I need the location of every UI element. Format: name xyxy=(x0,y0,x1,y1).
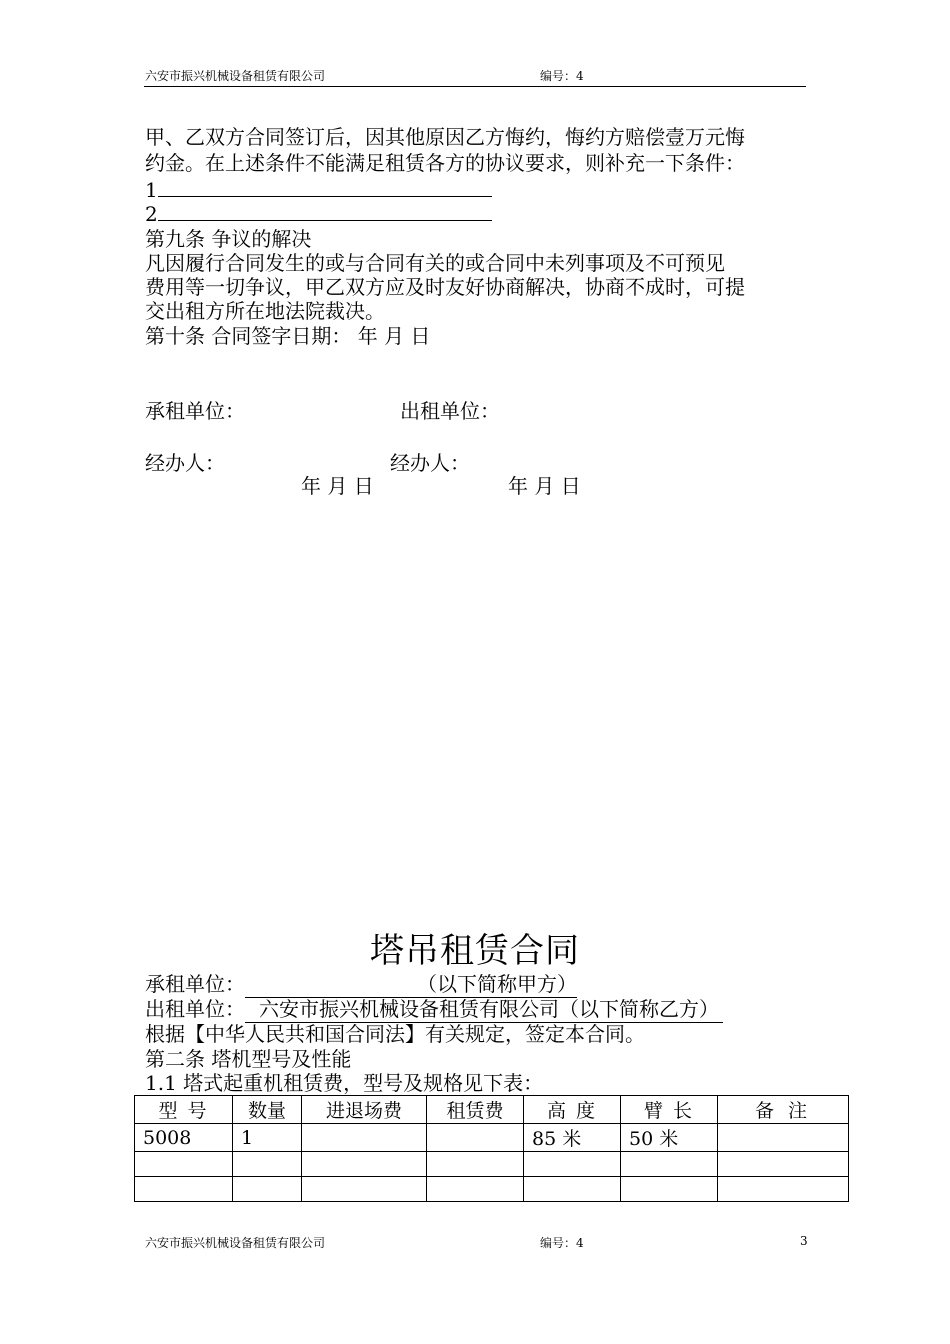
lessee-underline xyxy=(245,971,577,998)
table-cell: 50 米 xyxy=(621,1124,718,1152)
handler-label-2: 经办人： xyxy=(390,451,470,475)
footer-number: 编号：4 xyxy=(540,1236,584,1250)
column-header: 备 注 xyxy=(718,1096,849,1124)
article-10: 第十条 合同签字日期： 年 月 日 xyxy=(145,324,431,348)
lessor-value: 六安市振兴机械设备租赁有限公司（以下简称乙方） xyxy=(245,996,723,1023)
date-line-1: 年 月 日 xyxy=(301,474,374,498)
page-number: 3 xyxy=(800,1234,808,1248)
paragraph-line: 交出租方所在地法院裁决。 xyxy=(145,299,385,323)
blank-underline xyxy=(158,200,492,221)
article-2-title: 第二条 塔机型号及性能 xyxy=(145,1047,352,1071)
column-header: 租赁费 xyxy=(427,1096,524,1124)
table-cell xyxy=(427,1124,524,1152)
header-company: 六安市振兴机械设备租赁有限公司 xyxy=(145,69,326,83)
lessee-label: 承租单位： xyxy=(145,972,245,996)
table-cell xyxy=(427,1177,524,1202)
table-cell xyxy=(718,1124,849,1152)
column-header: 进退场费 xyxy=(302,1096,427,1124)
lessee-signature-label: 承租单位： xyxy=(145,399,245,423)
table-row xyxy=(135,1124,849,1152)
table-cell xyxy=(135,1177,233,1202)
table-cell xyxy=(302,1124,427,1152)
paragraph-line: 甲、乙双方合同签订后，因其他原因乙方悔约，悔约方赔偿壹万元悔 xyxy=(145,125,745,149)
table-cell: 85 米 xyxy=(524,1124,621,1152)
contract-lessee-line xyxy=(145,971,577,998)
table-cell: 5008 xyxy=(135,1124,233,1152)
contract-basis: 根据【中华人民共和国合同法】有关规定，签定本合同。 xyxy=(145,1022,645,1046)
table-cell xyxy=(718,1177,849,1202)
column-header: 臂 长 xyxy=(621,1096,718,1124)
blank-number: 1 xyxy=(145,178,158,202)
paragraph-line: 凡因履行合同发生的或与合同有关的或合同中未列事项及不可预见 xyxy=(145,251,725,275)
column-header: 型 号 xyxy=(135,1096,233,1124)
rental-table xyxy=(134,1095,849,1202)
table-cell xyxy=(135,1152,233,1177)
blank-condition-1 xyxy=(145,176,492,203)
table-cell: 1 xyxy=(233,1124,302,1152)
table-cell xyxy=(718,1152,849,1177)
footer-company: 六安市振兴机械设备租赁有限公司 xyxy=(145,1236,326,1250)
lessor-signature-label: 出租单位： xyxy=(400,399,500,423)
paragraph-line: 约金。在上述条件不能满足租赁各方的协议要求，则补充一下条件： xyxy=(145,151,745,175)
table-cell xyxy=(302,1177,427,1202)
header-rule xyxy=(144,86,806,87)
table-cell xyxy=(621,1152,718,1177)
table-cell xyxy=(233,1152,302,1177)
blank-number: 2 xyxy=(145,202,158,226)
table-cell xyxy=(233,1177,302,1202)
blank-underline xyxy=(158,176,492,197)
column-header: 数量 xyxy=(233,1096,302,1124)
header-number: 编号：4 xyxy=(540,69,584,83)
column-header: 高 度 xyxy=(524,1096,621,1124)
table-row xyxy=(135,1177,849,1202)
table-cell xyxy=(524,1152,621,1177)
table-cell xyxy=(302,1152,427,1177)
article-2-1: 1.1 塔式起重机租赁费，型号及规格见下表： xyxy=(145,1071,544,1095)
lessee-suffix: （以下简称甲方） xyxy=(417,972,577,996)
table-cell xyxy=(427,1152,524,1177)
lessor-label: 出租单位： xyxy=(145,997,245,1021)
contract-lessor-line xyxy=(145,996,723,1023)
contract-title: 塔吊租赁合同 xyxy=(370,931,580,971)
handler-label-1: 经办人： xyxy=(145,451,225,475)
date-line-2: 年 月 日 xyxy=(508,474,581,498)
paragraph-line: 费用等一切争议，甲乙双方应及时友好协商解决，协商不成时，可提 xyxy=(145,275,745,299)
table-cell xyxy=(621,1177,718,1202)
table-row xyxy=(135,1152,849,1177)
blank-condition-2 xyxy=(145,200,492,227)
table-cell xyxy=(524,1177,621,1202)
table-header-row xyxy=(135,1096,849,1124)
article-9-title: 第九条 争议的解决 xyxy=(145,227,312,251)
